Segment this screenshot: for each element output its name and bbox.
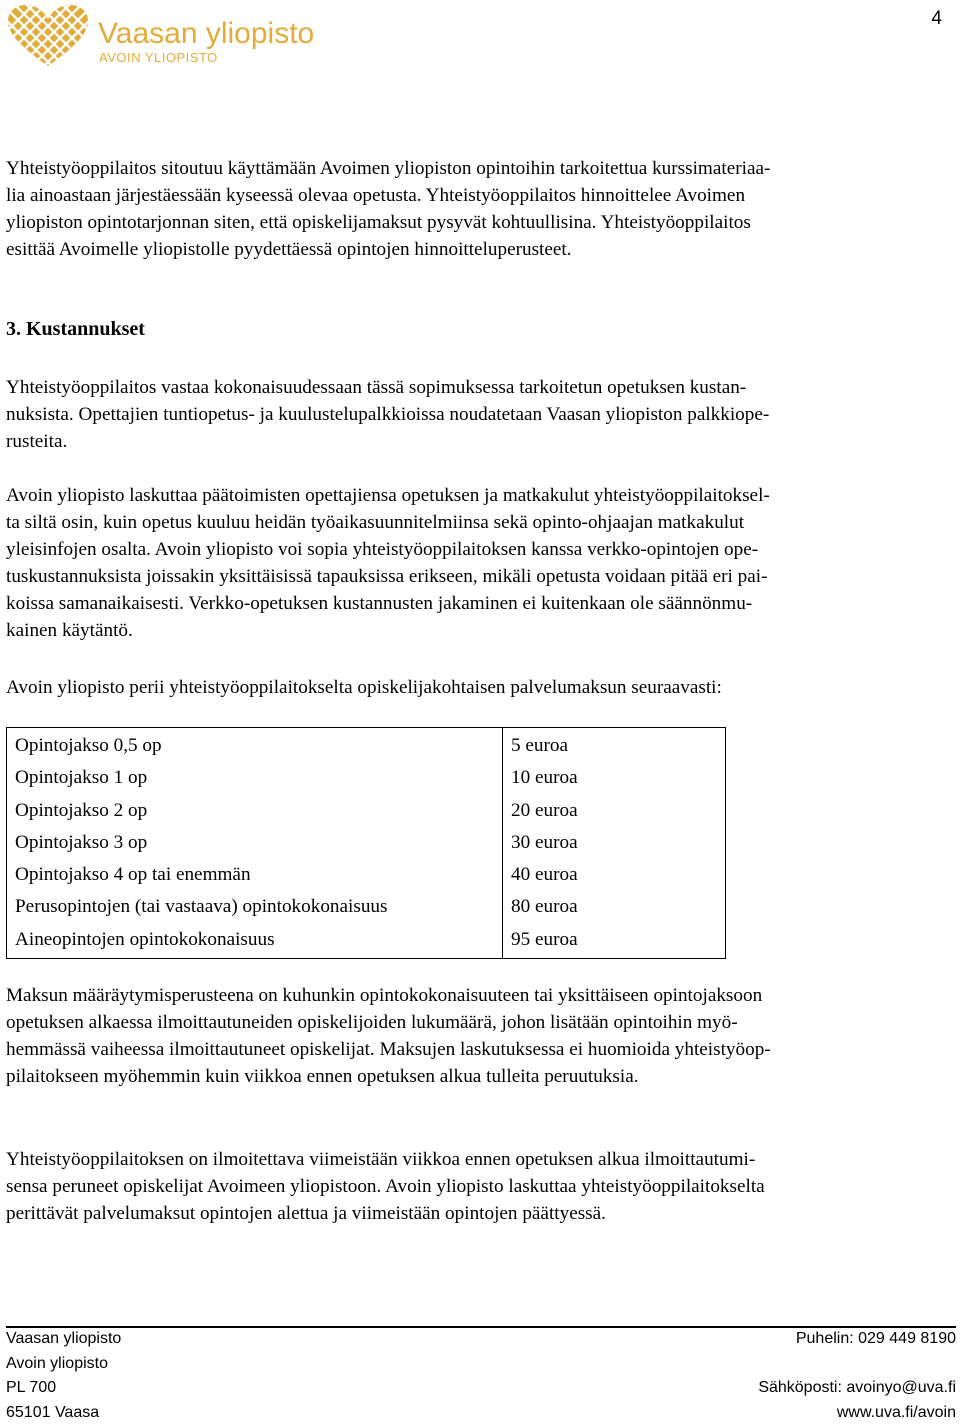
footer-line: Vaasan yliopisto [6, 1330, 122, 1347]
text-line: Avoin yliopisto perii yhteistyöoppilaitokselta opiskelijakohtaisen palvelumaksun seuraavasti: [6, 677, 722, 698]
footer-phone: Puhelin: 029 449 8190 [795, 1330, 956, 1347]
footer-line: PL 700 [6, 1379, 57, 1396]
university-logo [6, 4, 315, 66]
text-line: tuskustannuksista joissakin yksittäisissä tapauksissa erikseen, mikäli opetusta voidaan pitää eri pai- [6, 566, 768, 587]
text-line: koissa samanaikaisesti. Verkko-opetuksen kustannusten jakaminen ei kuitenkaan ole säännönmu- [6, 593, 753, 614]
footer-website[interactable]: www.uva.fi/avoin [836, 1403, 956, 1421]
table-cell: Perusopintojen (tai vastaava) opintokokonaisuus [15, 896, 388, 918]
table-cell: Opintojakso 0,5 op [15, 735, 162, 756]
fee-table [6, 727, 726, 959]
table-cell: Opintojakso 3 op [15, 831, 148, 853]
table-cell: 40 euroa [511, 864, 578, 886]
section-heading: 3. Kustannukset [6, 318, 145, 340]
price-column [503, 728, 726, 959]
text-line: pilaitokseen myöhemmin kuin viikkoa ennen opetuksen alkua tulleita peruutuksia. [6, 1066, 639, 1087]
table-cell: Opintojakso 1 op [15, 767, 148, 789]
table-cell: 10 euroa [511, 767, 578, 789]
paragraph-materials [6, 155, 954, 263]
paragraph-invoicing [6, 482, 954, 644]
footer-spacer [758, 1352, 956, 1377]
text-line: Yhteistyöoppilaitos vastaa kokonaisuudessaan tässä sopimuksessa tarkoitetun opetuksen kustan- [6, 377, 747, 398]
text-line: Avoin yliopisto laskuttaa päätoimisten opettajiensa opetuksen ja matkakulut yhteistyöoppilaitoksel- [6, 485, 770, 506]
table-row [7, 728, 726, 959]
footer-line: Avoin yliopisto [6, 1354, 108, 1372]
table-cell: Aineopintojen opintokokonaisuus [15, 928, 275, 950]
text-line: rusteita. [6, 431, 68, 452]
footer-email[interactable]: Sähköposti: avoinyo@uva.fi [758, 1379, 956, 1396]
table-cell: Opintojakso 4 op tai enemmän [15, 864, 251, 886]
footer-line: 65101 Vaasa [6, 1403, 100, 1421]
table-cell: 5 euroa [511, 735, 569, 756]
text-line: hemmässä vaiheessa ilmoittautuneet opiskelijat. Maksujen laskutuksessa ei huomioida yhteistyöop- [6, 1039, 771, 1060]
text-line: nuksista. Opettajien tuntiopetus- ja kuulustelupalkkioissa noudatetaan Vaasan yliopiston palkkiope- [6, 404, 770, 425]
footer-contact [758, 1327, 956, 1425]
logo-name: Vaasan yliopisto [98, 17, 315, 50]
footer-address [6, 1327, 121, 1425]
text-line: kainen käytäntö. [6, 620, 133, 641]
heart-logo-icon [6, 4, 90, 68]
text-line: Maksun määräytymisperusteena on kuhunkin opintokokonaisuuteen tai yksittäiseen opintojaksoon [6, 985, 763, 1006]
table-cell: Opintojakso 2 op [15, 799, 148, 821]
paragraph-cancellations [6, 1146, 954, 1227]
table-cell: 30 euroa [511, 831, 578, 853]
table-cell: 80 euroa [511, 896, 578, 918]
text-line: yliopiston opintotarjonnan siten, että opiskelijamaksut pysyvät kohtuullisina. Yhteistyöoppilaitos [6, 212, 751, 233]
text-line: lia ainoastaan järjestäessään kyseessä olevaa opetusta. Yhteistyöoppilaitos hinnoittelee Avoimen [6, 185, 746, 206]
text-line: perittävät palvelumaksut opintojen alettua ja viimeistään opintojen päättyessä. [6, 1203, 606, 1224]
table-cell: 20 euroa [511, 799, 578, 821]
course-column [7, 728, 503, 959]
text-line: ta siltä osin, kuin opetus kuuluu heidän työaikasuunnitelmiinsa sekä opinto-ohjaajan matkakulut [6, 512, 745, 533]
paragraph-costs [6, 374, 954, 455]
text-line: sensa peruneet opiskelijat Avoimeen yliopistoon. Avoin yliopisto laskuttaa yhteistyöoppilaitokselta [6, 1176, 765, 1197]
page-number: 4 [931, 8, 942, 29]
text-line: Yhteistyöoppilaitoksen on ilmoitettava viimeistään viikkoa ennen opetuksen alkua ilmoittautumi- [6, 1149, 756, 1170]
paragraph-fee-intro [6, 674, 954, 701]
text-line: yleisinfojen osalta. Avoin yliopisto voi sopia yhteistyöoppilaitoksen kanssa verkko-opintojen ope- [6, 539, 759, 560]
table-cell: 95 euroa [511, 928, 578, 950]
logo-subtitle: AVOIN YLIOPISTO [99, 50, 218, 65]
text-line: Yhteistyöoppilaitos sitoutuu käyttämään Avoimen yliopiston opintoihin tarkoitettua kurssimateriaa- [6, 158, 771, 179]
text-line: esittää Avoimelle yliopistolle pyydettäessä opintojen hinnoitteluperusteet. [6, 239, 572, 260]
paragraph-fee-basis [6, 982, 954, 1090]
text-line: opetuksen alkaessa ilmoittautuneiden opiskelijoiden lukumäärä, johon lisätään opintoihin myö- [6, 1012, 738, 1033]
